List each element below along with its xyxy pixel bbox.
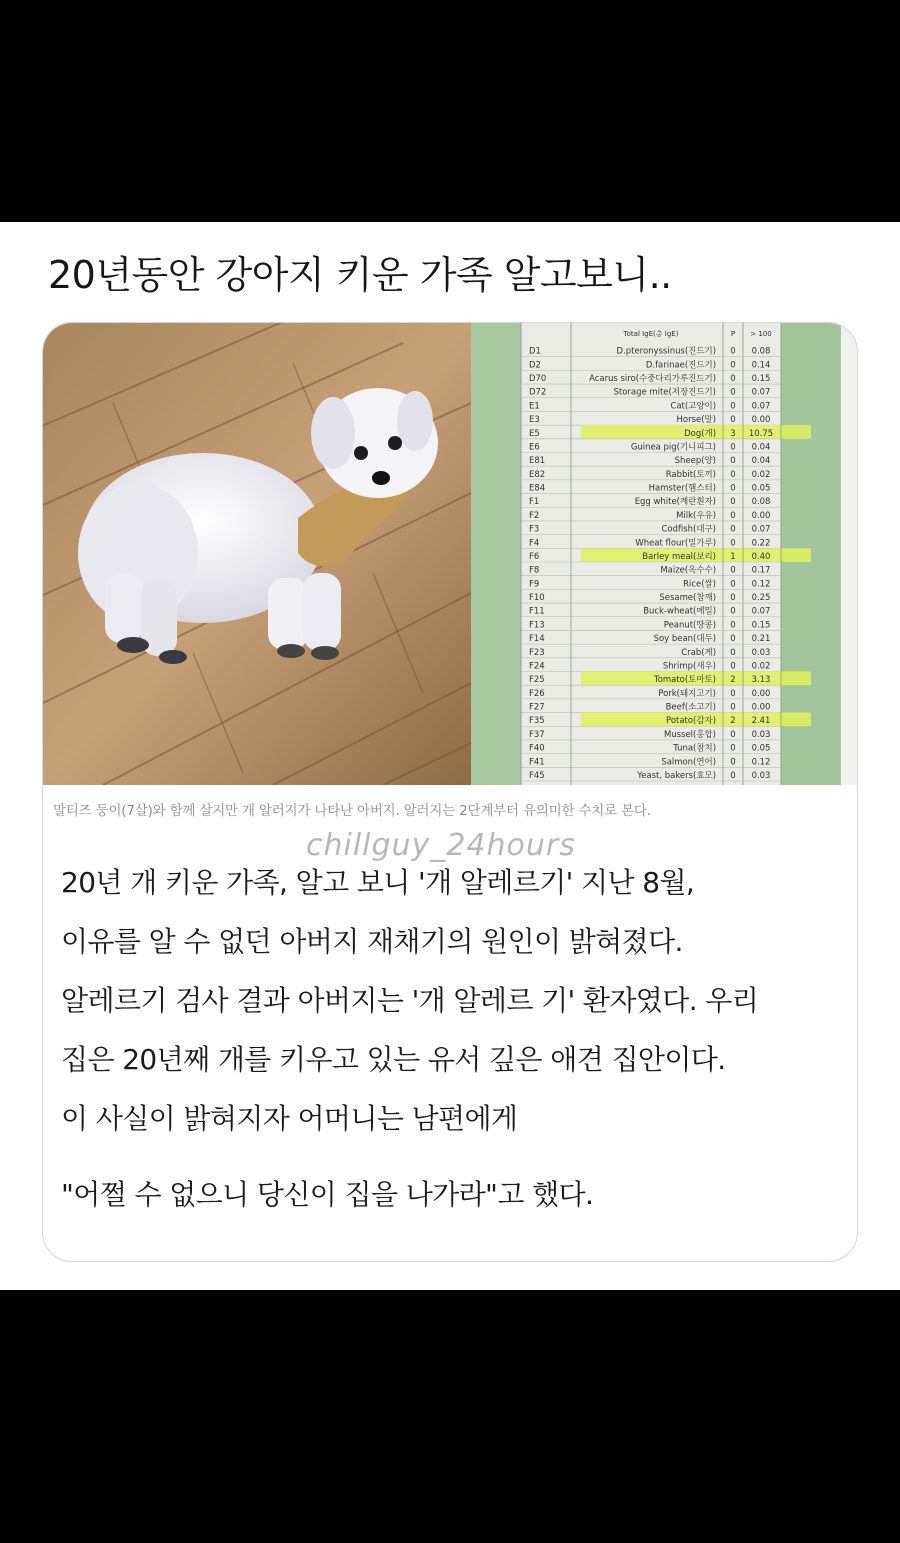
watermark: chillguy_24hours <box>306 828 576 863</box>
chart-row-class: 0 <box>730 769 736 780</box>
chart-row-code: F27 <box>529 701 545 712</box>
body-line-3: 알레르기 검사 결과 아버지는 '개 알레르 기' 환자였다. 우리 <box>61 984 759 1017</box>
chart-row-code: F4 <box>529 537 540 548</box>
chart-row-code: F23 <box>529 646 545 657</box>
chart-row-name: Beef(소고기) <box>665 701 716 712</box>
chart-row-class: 0 <box>730 496 736 507</box>
chart-row-name: Buck-wheat(메밀) <box>643 605 716 616</box>
chart-row-value: 0.15 <box>751 373 771 384</box>
chart-row-class: 0 <box>730 455 736 466</box>
chart-row-class: 0 <box>730 619 736 630</box>
chart-row-class: 0 <box>730 400 736 411</box>
chart-row-name: Crab(게) <box>681 646 716 657</box>
chart-row-name: Storage mite(저장진드기) <box>613 386 716 397</box>
chart-row-code: F45 <box>529 769 545 780</box>
chart-row-code: F8 <box>529 564 540 575</box>
chart-row-code: F13 <box>529 619 545 630</box>
chart-row-code: F14 <box>529 633 545 644</box>
chart-row-value: 0.00 <box>751 701 771 712</box>
chart-row-class: 0 <box>730 537 736 548</box>
chart-row-name: Acarus siro(수중다리가루진드기) <box>589 373 716 384</box>
chart-row-code: F11 <box>529 605 545 616</box>
chart-row-name: Potato(감자) <box>666 715 716 726</box>
chart-row-class: 0 <box>730 701 736 712</box>
chart-row-class: 0 <box>730 373 736 384</box>
chart-row-value: 0.12 <box>751 578 771 589</box>
chart-row-value: 0.22 <box>751 537 771 548</box>
chart-row-name: Milk(우유) <box>676 509 716 520</box>
chart-row-value: 0.08 <box>751 345 771 356</box>
chart-row-code: F35 <box>529 715 545 726</box>
chart-row-code: E1 <box>529 400 540 411</box>
chart-row-name: Barley meal(보리) <box>642 550 716 561</box>
chart-row-class: 0 <box>730 468 736 479</box>
chart-row-class: 0 <box>730 441 736 452</box>
chart-row-value: 0.17 <box>751 564 771 575</box>
chart-row-code: D1 <box>529 345 541 356</box>
chart-row-class: 0 <box>730 414 736 425</box>
chart-row-code: E84 <box>529 482 546 493</box>
chart-row-value: 0.07 <box>751 605 771 616</box>
chart-row-name: Pork(돼지고기) <box>658 687 716 698</box>
chart-row-name: Hamster(햄스터) <box>648 482 716 493</box>
chart-row-code: E3 <box>529 414 540 425</box>
chart-row-value: 0.05 <box>751 482 771 493</box>
chart-row-code: E81 <box>529 455 546 466</box>
chart-row-class: 0 <box>730 633 736 644</box>
allergy-test-chart <box>471 323 858 785</box>
chart-row-name: Rice(쌀) <box>683 578 716 589</box>
chart-row-code: F24 <box>529 660 545 671</box>
chart-row-class: 0 <box>730 687 736 698</box>
chart-row-name: Soy bean(대두) <box>653 633 716 644</box>
chart-row-class: 0 <box>730 345 736 356</box>
chart-row-name: D.farinae(진드기) <box>645 359 716 370</box>
chart-row-name: D.pteronyssinus(진드기) <box>616 345 716 356</box>
chart-row-class: 2 <box>730 674 736 685</box>
chart-row-value: 3.13 <box>751 674 771 685</box>
chart-row-name: Egg white(계란흰자) <box>634 496 716 507</box>
chart-row-value: 0.00 <box>751 414 771 425</box>
body-line-4: 집은 20년째 개를 키우고 있는 유서 깊은 애견 집안이다. <box>61 1043 726 1076</box>
chart-row-code: F26 <box>529 687 545 698</box>
chart-header-class: P <box>730 330 736 338</box>
chart-row-class: 3 <box>730 427 736 438</box>
chart-row-class: 0 <box>730 386 736 397</box>
chart-row-code: F37 <box>529 728 545 739</box>
chart-row-class: 0 <box>730 742 736 753</box>
chart-row-value: 0.03 <box>751 646 771 657</box>
dog-photo <box>43 323 471 785</box>
chart-row-code: D70 <box>529 373 547 384</box>
chart-row-code: F1 <box>529 496 540 507</box>
chart-header-range: > 100 <box>750 330 772 338</box>
chart-row-code: E6 <box>529 441 540 452</box>
post-container <box>0 222 900 1290</box>
bottom-black-area <box>0 1290 900 1543</box>
chart-row-class: 0 <box>730 509 736 520</box>
chart-row-value: 0.08 <box>751 496 771 507</box>
chart-row-name: Horse(말) <box>676 414 716 425</box>
chart-row-class: 0 <box>730 564 736 575</box>
chart-row-value: 0.12 <box>751 756 771 767</box>
chart-row-name: Dog(개) <box>684 427 716 438</box>
chart-row-value: 10.75 <box>748 427 774 438</box>
image-caption: 말티즈 둥이(7살)와 함께 살지만 개 알러지가 나타난 아버지. 알러지는 2단계부터 유의미한 수치로 본다. <box>53 803 651 819</box>
chart-row-code: F9 <box>529 578 540 589</box>
chart-row-value: 0.21 <box>751 633 771 644</box>
chart-row-name: Mussel(홍합) <box>663 728 716 739</box>
chart-row-class: 0 <box>730 728 736 739</box>
chart-row-class: 0 <box>730 359 736 370</box>
chart-header-label: Total IgE(총 IgE) <box>623 330 679 338</box>
chart-row-class: 0 <box>730 578 736 589</box>
chart-row-value: 0.02 <box>751 468 771 479</box>
chart-row-class: 0 <box>730 523 736 534</box>
content-card <box>42 322 858 1262</box>
body-line-5: 이 사실이 밝혀지자 어머니는 남편에게 <box>61 1102 518 1135</box>
chart-row-value: 0.00 <box>751 687 771 698</box>
chart-row-class: 0 <box>730 592 736 603</box>
chart-row-code: E5 <box>529 427 540 438</box>
chart-row-value: 2.41 <box>751 715 771 726</box>
chart-row-name: Yeast, bakers(효모) <box>637 769 716 780</box>
chart-row-code: F25 <box>529 674 545 685</box>
chart-row-name: Wheat flour(밀가루) <box>635 537 716 548</box>
chart-row-name: Tuna(참치) <box>673 742 716 753</box>
chart-row-code: F3 <box>529 523 540 534</box>
chart-row-code: F10 <box>529 592 545 603</box>
chart-row-value: 0.04 <box>751 455 771 466</box>
chart-row-class: 0 <box>730 660 736 671</box>
chart-row-code: D2 <box>529 359 541 370</box>
chart-row-value: 0.14 <box>751 359 771 370</box>
chart-row-value: 0.40 <box>751 550 771 561</box>
chart-row-name: Cat(고양이) <box>670 400 716 411</box>
chart-row-class: 0 <box>730 605 736 616</box>
chart-row-value: 0.04 <box>751 441 771 452</box>
post-title: 20년동안 강아지 키운 가족 알고보니.. <box>48 253 672 297</box>
chart-row-value: 0.03 <box>751 728 771 739</box>
chart-row-name: Codfish(대구) <box>661 523 716 534</box>
chart-row-code: D72 <box>529 386 547 397</box>
chart-row-class: 1 <box>730 550 736 561</box>
chart-row-name: Maize(옥수수) <box>660 564 716 575</box>
body-line-2: 이유를 알 수 없던 아버지 재채기의 원인이 밝혀졌다. <box>61 925 683 958</box>
chart-row-name: Sesame(참깨) <box>659 592 716 603</box>
chart-row-class: 2 <box>730 715 736 726</box>
chart-row-value: 0.07 <box>751 523 771 534</box>
chart-row-name: Peanut(땅콩) <box>663 619 716 630</box>
chart-row-class: 0 <box>730 646 736 657</box>
chart-row-class: 0 <box>730 482 736 493</box>
chart-row-code: F40 <box>529 742 545 753</box>
chart-row-value: 0.25 <box>751 592 771 603</box>
chart-row-name: Sheep(양) <box>674 455 716 466</box>
composite-image <box>43 323 858 785</box>
chart-row-value: 0.03 <box>751 769 771 780</box>
chart-row-class: 0 <box>730 756 736 767</box>
chart-row-value: 0.02 <box>751 660 771 671</box>
chart-row-code: F2 <box>529 509 540 520</box>
chart-row-code: F41 <box>529 756 545 767</box>
body-line-6: "어쩔 수 없으니 당신이 집을 나가라"고 했다. <box>61 1178 594 1211</box>
chart-row-name: Tomato(토마토) <box>653 674 716 685</box>
chart-row-value: 0.00 <box>751 509 771 520</box>
chart-row-value: 0.15 <box>751 619 771 630</box>
chart-row-code: E82 <box>529 468 546 479</box>
chart-row-name: Salmon(연어) <box>661 756 716 767</box>
chart-row-name: Rabbit(토끼) <box>665 468 716 479</box>
chart-row-value: 0.07 <box>751 400 771 411</box>
chart-row-name: Shrimp(새우) <box>662 660 716 671</box>
chart-row-code: F6 <box>529 550 540 561</box>
chart-row-name: Guinea pig(기니피그) <box>630 441 716 452</box>
chart-row-value: 0.07 <box>751 386 771 397</box>
chart-row-value: 0.05 <box>751 742 771 753</box>
body-line-1: 20년 개 키운 가족, 알고 보니 '개 알레르기' 지난 8월, <box>61 866 695 899</box>
